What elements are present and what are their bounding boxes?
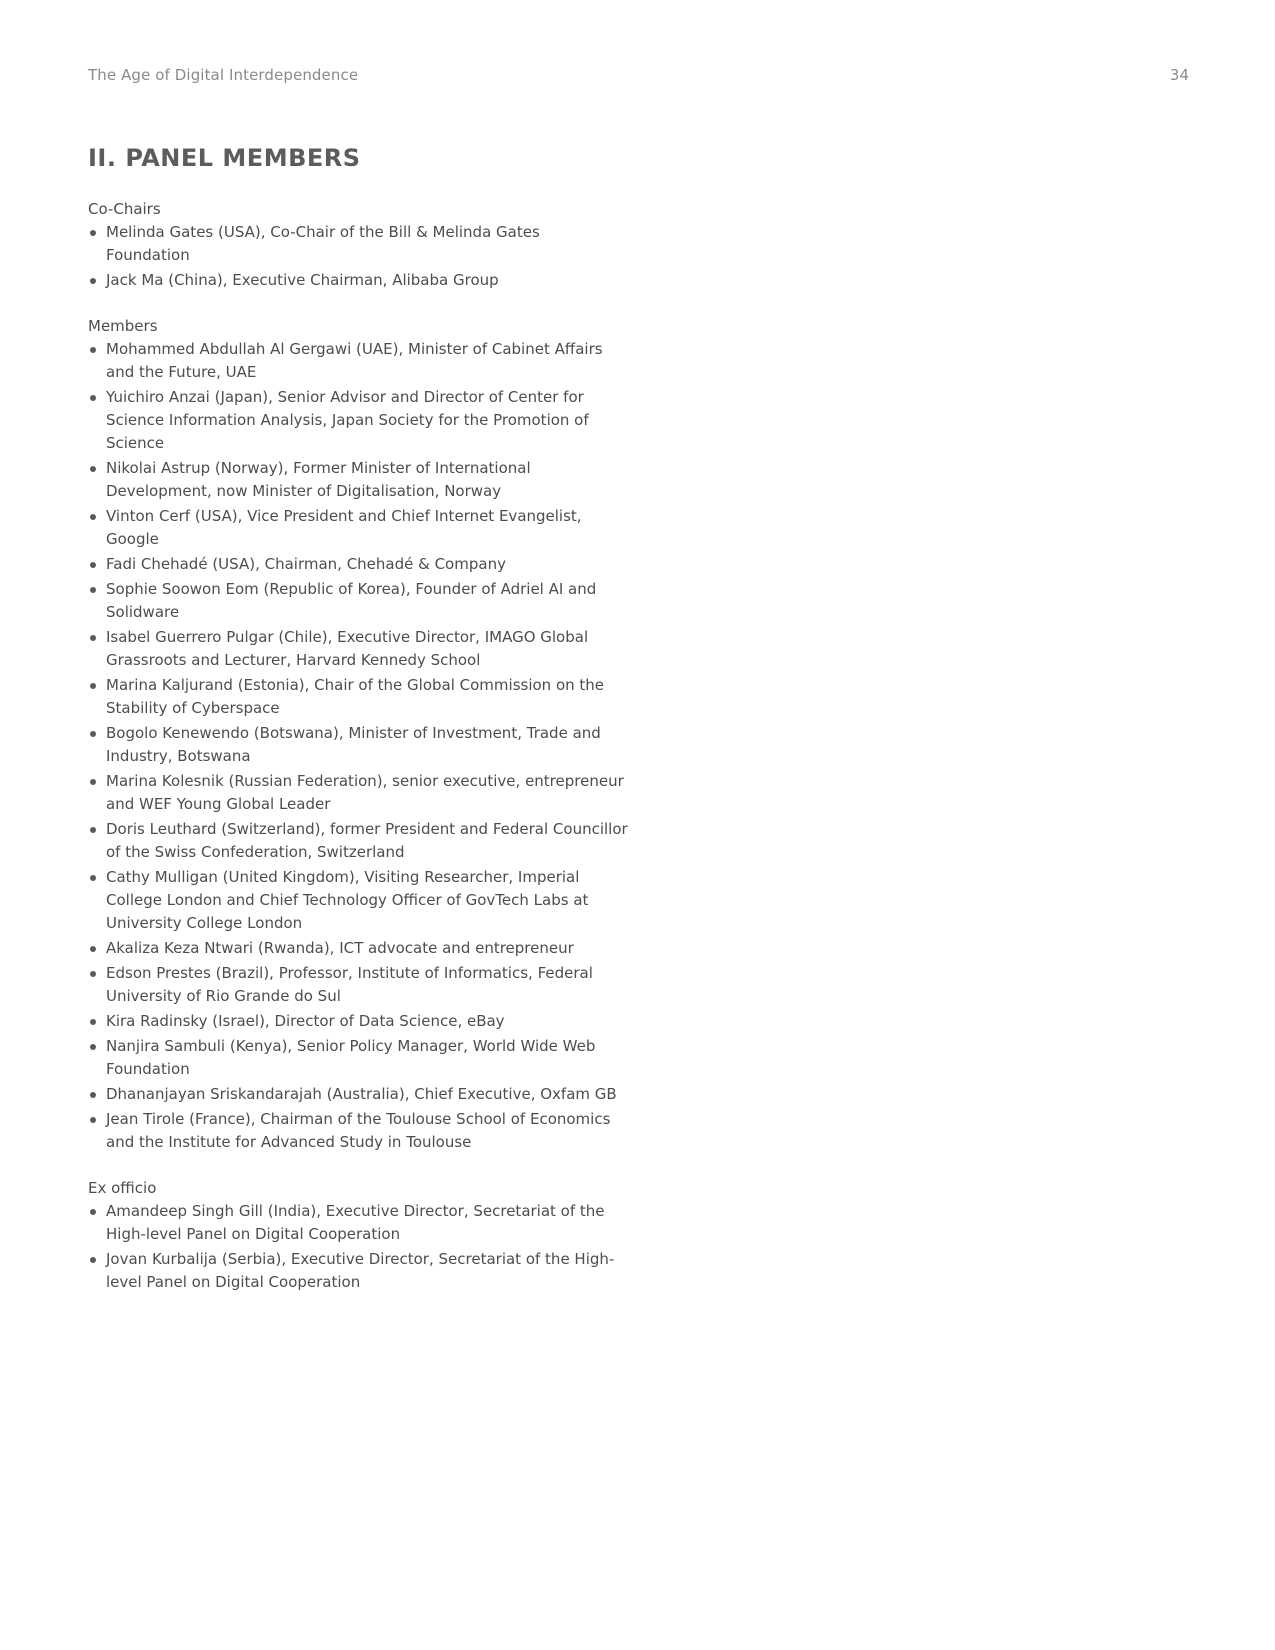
members-label: Members xyxy=(88,317,158,335)
list-item: Nikolai Astrup (Norway), Former Minister of International Development, now Minister of Digitalisation, Norway xyxy=(88,457,628,503)
list-item: Jovan Kurbalija (Serbia), Executive Director, Secretariat of the High-level Panel on Digital Cooperation xyxy=(88,1248,628,1294)
list-item: Nanjira Sambuli (Kenya), Senior Policy Manager, World Wide Web Foundation xyxy=(88,1035,628,1081)
list-item: Amandeep Singh Gill (India), Executive Director, Secretariat of the High-level Panel on Digital Cooperation xyxy=(88,1200,628,1246)
list-item: Melinda Gates (USA), Co-Chair of the Bill & Melinda Gates Foundation xyxy=(88,221,628,267)
ex-officio-label: Ex officio xyxy=(88,1179,157,1197)
spacer xyxy=(88,294,628,315)
list-item: Kira Radinsky (Israel), Director of Data Science, eBay xyxy=(88,1010,628,1033)
list-item: Cathy Mulligan (United Kingdom), Visiting Researcher, Imperial College London and Chief Technology Officer of GovTech Labs at University College London xyxy=(88,866,628,935)
ex-officio-list xyxy=(88,1200,628,1294)
list-item: Yuichiro Anzai (Japan), Senior Advisor and Director of Center for Science Information Analysis, Japan Society for the Promotion of Science xyxy=(88,386,628,455)
list-item: Bogolo Kenewendo (Botswana), Minister of Investment, Trade and Industry, Botswana xyxy=(88,722,628,768)
co-chairs-label: Co-Chairs xyxy=(88,200,161,218)
running-header-title: The Age of Digital Interdependence xyxy=(88,66,359,84)
spacer xyxy=(88,1156,628,1177)
list-item: Sophie Soowon Eom (Republic of Korea), Founder of Adriel AI and Solidware xyxy=(88,578,628,624)
list-item: Vinton Cerf (USA), Vice President and Chief Internet Evangelist, Google xyxy=(88,505,628,551)
list-item: Doris Leuthard (Switzerland), former President and Federal Councillor of the Swiss Confederation, Switzerland xyxy=(88,818,628,864)
list-item: Akaliza Keza Ntwari (Rwanda), ICT advocate and entrepreneur xyxy=(88,937,628,960)
list-item: Jean Tirole (France), Chairman of the Toulouse School of Economics and the Institute for Advanced Study in Toulouse xyxy=(88,1108,628,1154)
list-item: Mohammed Abdullah Al Gergawi (UAE), Minister of Cabinet Affairs and the Future, UAE xyxy=(88,338,628,384)
panel-members-content xyxy=(88,198,628,1296)
list-item: Isabel Guerrero Pulgar (Chile), Executive Director, IMAGO Global Grassroots and Lecturer, Harvard Kennedy School xyxy=(88,626,628,672)
list-item: Edson Prestes (Brazil), Professor, Institute of Informatics, Federal University of Rio Grande do Sul xyxy=(88,962,628,1008)
list-item: Dhananjayan Sriskandarajah (Australia), Chief Executive, Oxfam GB xyxy=(88,1083,628,1106)
list-item: Marina Kolesnik (Russian Federation), senior executive, entrepreneur and WEF Young Global Leader xyxy=(88,770,628,816)
list-item: Marina Kaljurand (Estonia), Chair of the Global Commission on the Stability of Cyberspace xyxy=(88,674,628,720)
list-item: Fadi Chehadé (USA), Chairman, Chehadé & Company xyxy=(88,553,628,576)
members-list xyxy=(88,338,628,1154)
list-item: Jack Ma (China), Executive Chairman, Alibaba Group xyxy=(88,269,628,292)
co-chairs-list xyxy=(88,221,628,292)
page-number: 34 xyxy=(1169,66,1189,84)
section-title: II. PANEL MEMBERS xyxy=(88,144,361,172)
